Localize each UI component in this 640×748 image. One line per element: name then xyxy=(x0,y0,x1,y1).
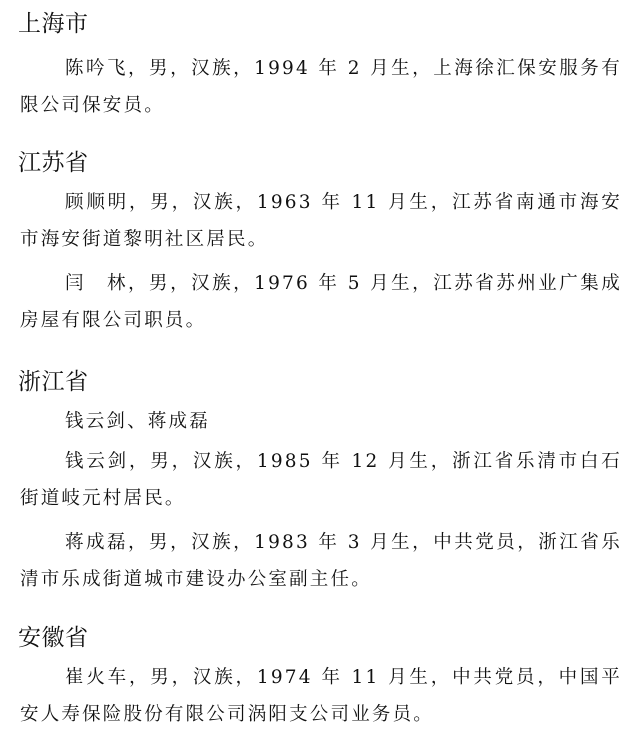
honoree-paragraph-cui-huoche: 崔火车，男，汉族，1974 年 11 月生，中共党员，中国平安人寿保险股份有限公司涡阳支公司业务员。 xyxy=(20,667,622,725)
honoree-paragraph-gu-shunming: 顾顺明，男，汉族，1963 年 11 月生，江苏省南通市海安市海安街道黎明社区居民。 xyxy=(20,192,622,250)
honoree-paragraph-jiang-chenglei: 蒋成磊，男，汉族，1983 年 3 月生，中共党员，浙江省乐清市乐成街道城市建设办公室副主任。 xyxy=(20,532,622,590)
honoree-paragraph-yan-lin: 闫 林，男，汉族，1976 年 5 月生，江苏省苏州业广集成房屋有限公司职员。 xyxy=(20,273,622,331)
section-title-shanghai: 上海市 xyxy=(18,11,89,37)
section-title-zhejiang: 浙江省 xyxy=(18,369,89,395)
honoree-paragraph-qian-yunjian: 钱云剑，男，汉族，1985 年 12 月生，浙江省乐清市白石街道岐元村居民。 xyxy=(20,451,622,509)
section-title-anhui: 安徽省 xyxy=(18,625,89,651)
honoree-paragraph-chen-yinfei: 陈吟飞，男，汉族，1994 年 2 月生，上海徐汇保安服务有限公司保安员。 xyxy=(20,58,622,116)
section-title-jiangsu: 江苏省 xyxy=(18,150,89,176)
honoree-names-line: 钱云剑、蒋成磊 xyxy=(65,411,210,432)
